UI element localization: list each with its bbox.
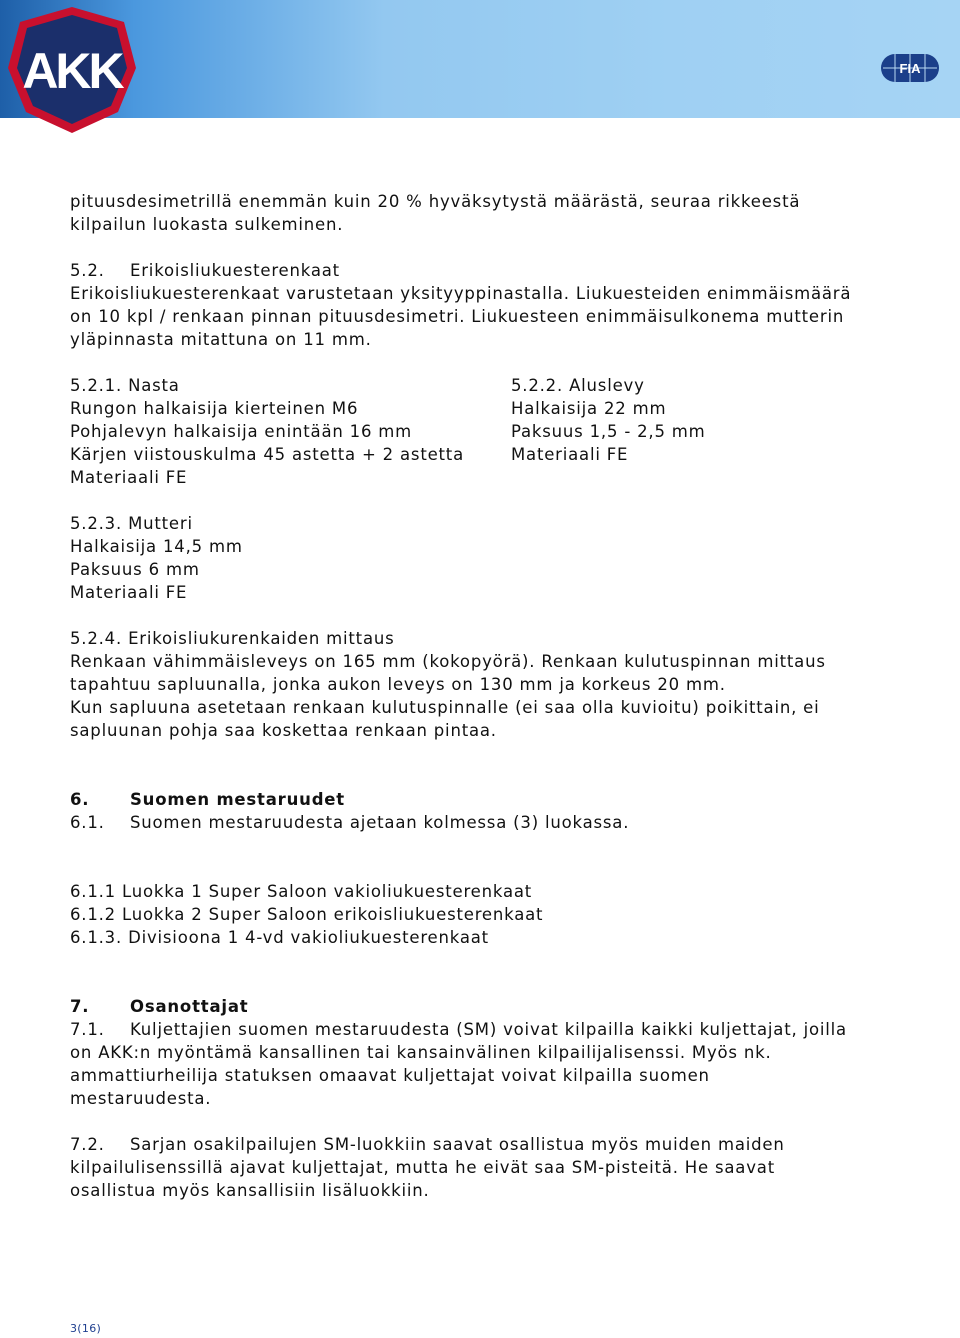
section-title: Osanottajat bbox=[130, 997, 249, 1016]
class-item: 6.1.2 Luokka 2 Super Saloon erikoisliukuesterenkaat bbox=[70, 905, 544, 924]
subsection-title: 5.2.4. Erikoisliukurenkaiden mittaus bbox=[70, 629, 395, 648]
text-line: Rungon halkaisija kierteinen M6 bbox=[70, 399, 359, 418]
section-title: Erikoisliukuesterenkaat bbox=[130, 261, 340, 280]
fia-globe-logo bbox=[880, 46, 940, 90]
class-item: 6.1.3. Divisioona 1 4-vd vakioliukuesterenkaat bbox=[70, 928, 489, 947]
text-line bbox=[70, 1133, 900, 1156]
text-line: Paksuus 1,5 - 2,5 mm bbox=[511, 422, 706, 441]
section-heading bbox=[70, 788, 900, 811]
subsection-title: 5.2.1. Nasta bbox=[70, 376, 180, 395]
section-heading bbox=[70, 995, 900, 1018]
page-number: 3(16) bbox=[70, 1322, 102, 1335]
paragraph-text: Suomen mestaruudesta ajetaan kolmessa (3) luokassa. bbox=[130, 813, 630, 832]
text-line: yläpinnasta mitattuna on 11 mm. bbox=[70, 330, 372, 349]
section-6-suomen-mestaruudet bbox=[70, 788, 900, 949]
text-line: Halkaisija 22 mm bbox=[511, 399, 667, 418]
text-line bbox=[70, 811, 900, 834]
text-line bbox=[70, 1018, 900, 1041]
akk-logo bbox=[4, 4, 140, 136]
text-line: mestaruudesta. bbox=[70, 1089, 212, 1108]
section-5-2 bbox=[70, 259, 900, 351]
subsection-title: 5.2.3. Mutteri bbox=[70, 514, 193, 533]
section-title: Suomen mestaruudet bbox=[130, 790, 345, 809]
subsection-title: 5.2.2. Aluslevy bbox=[511, 376, 645, 395]
section-5-2-2-aluslevy bbox=[511, 374, 706, 489]
paragraph-number: 7.1. bbox=[70, 1020, 105, 1039]
header-band bbox=[0, 0, 960, 118]
text-line: Erikoisliukuesterenkaat varustetaan yksityyppinastalla. Liukuesteiden enimmäismäärä bbox=[70, 284, 852, 303]
text-line: Materiaali FE bbox=[70, 583, 188, 602]
svg-text:FIA: FIA bbox=[899, 61, 921, 76]
text-line: Kärjen viistouskulma 45 astetta + 2 astetta bbox=[70, 445, 464, 464]
text-line: on 10 kpl / renkaan pinnan pituusdesimetri. Liukuesteen enimmäisulkonema mutterin bbox=[70, 307, 845, 326]
text-line: kilpailulisenssillä ajavat kuljettajat, mutta he eivät saa SM-pisteitä. He saavat bbox=[70, 1158, 775, 1177]
svg-text:AKK: AKK bbox=[22, 43, 122, 99]
text-line: osallistua myös kansallisiin lisäluokkiin. bbox=[70, 1181, 430, 1200]
class-item: 6.1.1 Luokka 1 Super Saloon vakioliukuesterenkaat bbox=[70, 882, 533, 901]
paragraph-text: Kuljettajien suomen mestaruudesta (SM) voivat kilpailla kaikki kuljettajat, joilla bbox=[130, 1020, 847, 1039]
paragraph-number: 6.1. bbox=[70, 813, 105, 832]
text-line: ammattiurheilija statuksen omaavat kuljettajat voivat kilpailla suomen bbox=[70, 1066, 710, 1085]
section-5-2-1-nasta bbox=[70, 374, 511, 489]
text-line: kilpailun luokasta sulkeminen. bbox=[70, 215, 344, 234]
section-number: 6. bbox=[70, 790, 90, 809]
section-5-2-3-mutteri bbox=[70, 512, 900, 604]
paragraph-number: 7.2. bbox=[70, 1135, 105, 1154]
text-line: sapluunan pohja saa koskettaa renkaan pintaa. bbox=[70, 721, 497, 740]
text-line: tapahtuu sapluunalla, jonka aukon leveys on 130 mm ja korkeus 20 mm. bbox=[70, 675, 726, 694]
section-number: 5.2. bbox=[70, 261, 105, 280]
text-line: Kun sapluuna asetetaan renkaan kulutuspinnalle (ei saa olla kuvioitu) poikittain, ei bbox=[70, 698, 820, 717]
text-line: Materiaali FE bbox=[70, 468, 188, 487]
paragraph-text: Sarjan osakilpailujen SM-luokkiin saavat osallistua myös muiden maiden bbox=[130, 1135, 785, 1154]
section-heading bbox=[70, 259, 900, 282]
text-line: Renkaan vähimmäisleveys on 165 mm (kokopyörä). Renkaan kulutuspinnan mittaus bbox=[70, 652, 826, 671]
section-5-2-4-mittaus bbox=[70, 627, 900, 742]
spec-columns bbox=[70, 374, 900, 489]
document-body bbox=[70, 190, 900, 1202]
text-line: Halkaisija 14,5 mm bbox=[70, 537, 243, 556]
section-7-osanottajat bbox=[70, 995, 900, 1202]
intro-paragraph bbox=[70, 190, 900, 236]
text-line: pituusdesimetrillä enemmän kuin 20 % hyväksytystä määrästä, seuraa rikkeestä bbox=[70, 192, 801, 211]
text-line: Pohjalevyn halkaisija enintään 16 mm bbox=[70, 422, 413, 441]
text-line: Materiaali FE bbox=[511, 445, 629, 464]
section-number: 7. bbox=[70, 997, 90, 1016]
text-line: Paksuus 6 mm bbox=[70, 560, 200, 579]
text-line: on AKK:n myöntämä kansallinen tai kansainvälinen kilpailijalisenssi. Myös nk. bbox=[70, 1043, 772, 1062]
